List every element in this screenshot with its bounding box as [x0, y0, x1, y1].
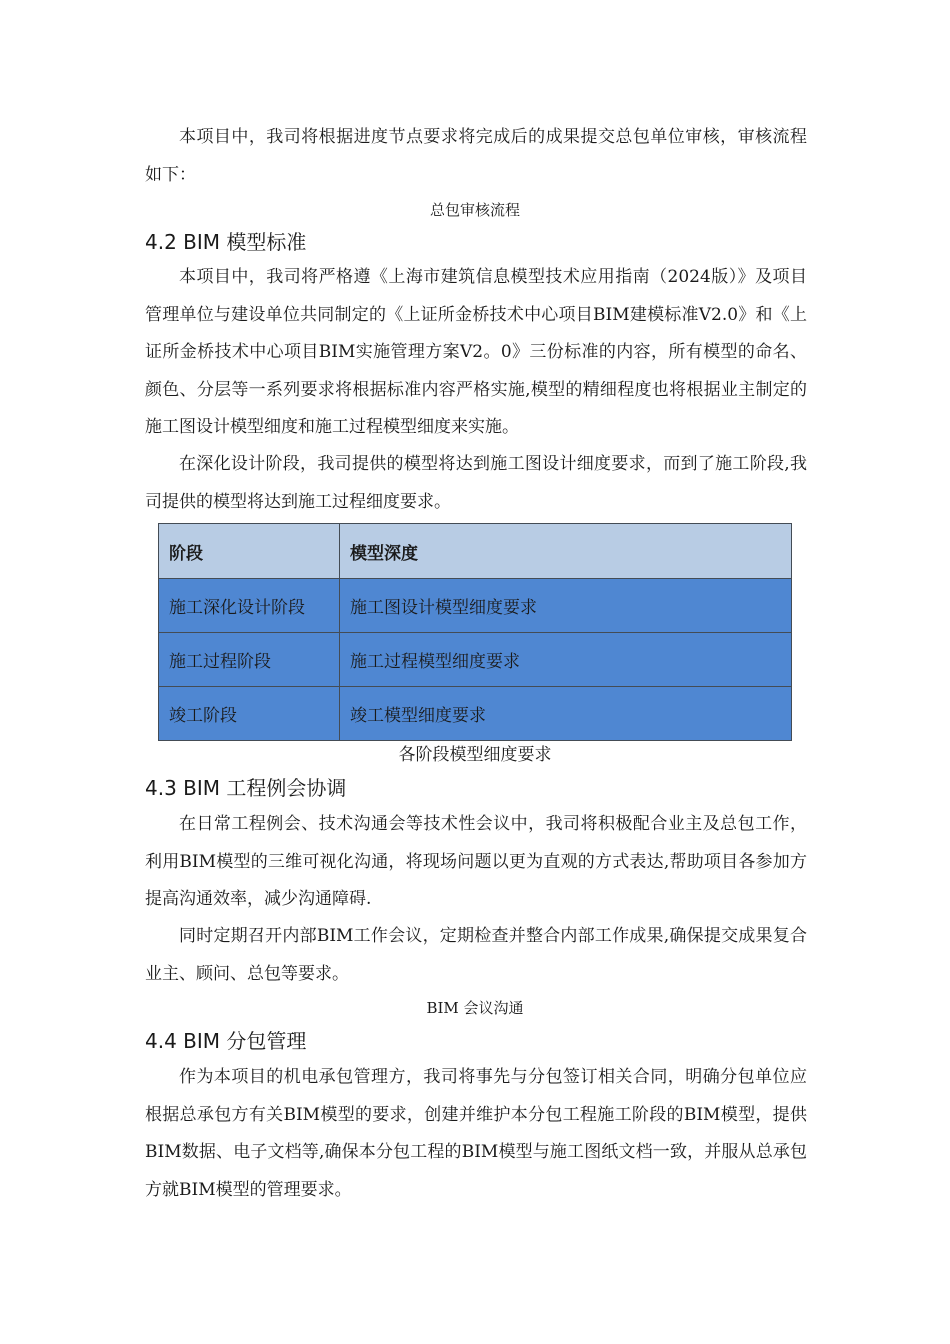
model-depth-paragraph: 在深化设计阶段，我司提供的模型将达到施工图设计细度要求，而到了施工阶段,我司提供的模型将达到施工过程细度要求。 — [145, 454, 807, 512]
header-stage: 阶段 — [159, 524, 340, 579]
heading-4-4: 4.4 BIM 分包管理 — [145, 1029, 307, 1053]
subcontract-paragraph: 作为本项目的机电承包管理方，我司将事先与分包签订相关合同，明确分包单位应根据总承包方有关BIM模型的要求，创建并维护本分包工程施工阶段的BIM模型，提供BIM数据、电子文档等,确保本分包工程的BIM模型与施工图纸文档一致，并服从总承包方就BIM模型的管理要求。 — [145, 1067, 807, 1200]
table-cell: 施工深化设计阶段 — [159, 579, 340, 633]
heading-4-3: 4.3 BIM 工程例会协调 — [145, 776, 347, 800]
table-cell: 竣工模型细度要求 — [340, 687, 792, 741]
review-flow-caption: 总包审核流程 — [429, 201, 520, 219]
table-caption: 各阶段模型细度要求 — [398, 745, 552, 765]
meeting-paragraph: 在日常工程例会、技术沟通会等技术性会议中，我司将积极配合业主及总包工作，利用BIM模型的三维可视化沟通，将现场问题以更为直观的方式表达,帮助项目各参加方提高沟通效率，减少沟通障碍. — [145, 814, 807, 909]
table-header-row — [159, 524, 792, 579]
stage-depth-table — [158, 523, 792, 741]
table-row — [159, 579, 792, 633]
table-cell: 施工图设计模型细度要求 — [340, 579, 792, 633]
table-row — [159, 687, 792, 741]
header-model-depth: 模型深度 — [340, 524, 792, 579]
review-paragraph: 本项目中，我司将根据进度节点要求将完成后的成果提交总包单位审核，审核流程如下： — [145, 127, 807, 185]
meeting-caption: BIM 会议沟通 — [426, 999, 524, 1017]
model-standard-paragraph: 本项目中，我司将严格遵《上海市建筑信息模型技术应用指南（2024版）》及项目管理单位与建设单位共同制定的《上证所金桥技术中心项目BIM建模标准V2.0》和《上证所金桥技术中心项目BIM实施管理方案V2。0》三份标准的内容，所有模型的命名、颜色、分层等一系列要求将根据标准内容严格实施,模型的精细程度也将根据业主制定的施工图设计模型细度和施工过程模型细度来实施。 — [145, 267, 807, 437]
heading-4-2: 4.2 BIM 模型标准 — [145, 230, 307, 254]
internal-meeting-paragraph: 同时定期召开内部BIM工作会议，定期检查并整合内部工作成果,确保提交成果复合业主、顾问、总包等要求。 — [145, 926, 807, 984]
table-row — [159, 633, 792, 687]
table-cell: 施工过程阶段 — [159, 633, 340, 687]
table-cell: 施工过程模型细度要求 — [340, 633, 792, 687]
table-cell: 竣工阶段 — [159, 687, 340, 741]
